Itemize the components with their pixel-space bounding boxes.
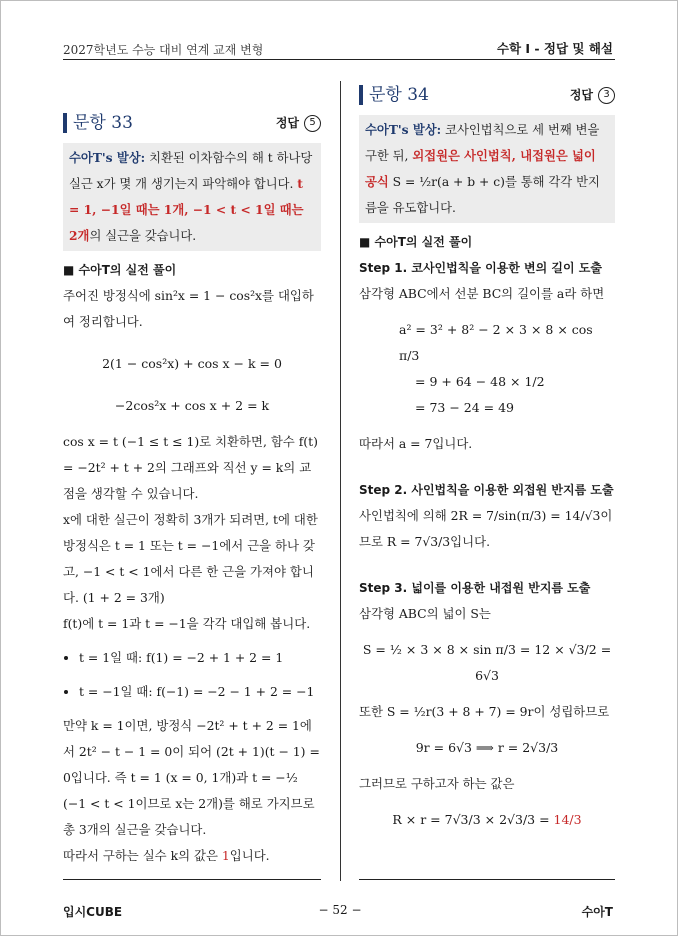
- list-item: • t = 1일 때: f(1) = −2 + 1 + 2 = 1: [79, 645, 321, 671]
- q34-answer: 정답 3: [570, 82, 615, 108]
- q34-step-2: Step 2. 사인법칙을 이용한 외접원 반지름 도출: [359, 483, 614, 497]
- q33-paragraph-5: 만약 k = 1이면, 방정식 −2t² + t + 2 = 1에서 2t² − t − 1 = 0이 되어 (2t + 1)(t − 1) = 0입니다. 즉 t = 1 (x = 0, 1개)과 t = −½ (−1 < t < 1이므로 x는 2개)를 해로 가지므로 총 3개의 실근을 갖습니다.: [63, 718, 320, 837]
- q34-equation-2: = 9 + 64 − 48 × 1/2: [415, 374, 545, 389]
- q33-equation-1: 2(1 − cos²x) + cos x − k = 0: [102, 356, 282, 371]
- q34-step-2-text: 사인법칙에 의해 2R = 7/sin(π/3) = 14/√3이므로 R = 7√3/3입니다.: [359, 508, 613, 549]
- q33-title-row: [63, 109, 321, 137]
- q33-paragraph-4: f(t)에 t = 1과 t = −1을 각각 대입해 봅니다.: [63, 616, 311, 631]
- footer-rule-left: [63, 879, 321, 880]
- q34-equation-1: a² = 3² + 8² − 2 × 3 × 8 × cos π/3: [399, 322, 593, 363]
- q34-hint-box: 수아T's 발상: 코사인법칙으로 세 번째 변을 구한 뒤, 외접원은 사인법칙, 내접원은 넓이 공식 S = ½r(a + b + c)를 통해 각각 반지름을 유도합니다.: [359, 115, 615, 223]
- q33-hint-box: 수아T's 발상: 치환된 이차함수의 해 t 하나당 실근 x가 몇 개 생기는지 파악해야 합니다. t = 1, −1일 때는 1개, −1 < t < 1일 때는 2개의 실근을 갖습니다.: [63, 143, 321, 251]
- header-rule: [63, 59, 615, 60]
- title-bar-icon: [63, 113, 67, 133]
- column-divider: [340, 81, 341, 881]
- q34-equation-4: S = ½ × 3 × 8 × sin π/3 = 12 × √3/2 = 6√3: [362, 642, 612, 683]
- footer-rule-right: [359, 879, 615, 880]
- q34-equation-5: 9r = 6√3 ⟹ r = 2√3/3: [415, 740, 559, 755]
- q33-conclusion: 따라서 구하는 실수 k의 값은 1입니다.: [63, 848, 270, 863]
- q33-paragraph-2: cos x = t (−1 ≤ t ≤ 1)로 치환하면, 함수 f(t) = −2t² + t + 2의 그래프와 직선 y = k의 교점을 생각할 수 있습니다.: [63, 434, 318, 501]
- q33-section-heading: ■ 수아T의 실전 풀이: [63, 263, 177, 277]
- footer-left: 입시CUBE: [63, 905, 123, 919]
- title-bar-icon: [359, 85, 363, 105]
- question-33: [63, 109, 321, 869]
- q33-paragraph-3: x에 대한 실근이 정확히 3개가 되려면, t에 대한 방정식은 t = 1 또는 t = −1에서 근을 하나 갖고, −1 < t < 1에서 다른 한 근을 가져야 합니다. (1 + 2 = 3개): [63, 512, 318, 605]
- q33-title: 문항 33: [73, 113, 133, 133]
- header-left: 2027학년도 수능 대비 연계 교재 변형: [63, 43, 264, 57]
- footer-right: 수아T: [581, 905, 613, 919]
- list-item: • t = −1일 때: f(−1) = −2 − 1 + 2 = −1: [79, 679, 321, 705]
- q33-equation-2: −2cos²x + cos x + 2 = k: [114, 398, 270, 413]
- q34-step-3: Step 3. 넓이를 이용한 내접원 반지름 도출: [359, 581, 591, 595]
- header-right: 수학 I - 정답 및 해설: [496, 41, 613, 56]
- q33-bullet-list: [63, 645, 321, 705]
- q34-step-1: Step 1. 코사인법칙을 이용한 변의 길이 도출: [359, 261, 602, 275]
- q34-equation-3: = 73 − 24 = 49: [415, 400, 515, 415]
- q34-step-3-text-3: 그러므로 구하고자 하는 값은: [359, 776, 515, 791]
- q34-title: 문항 34: [369, 85, 429, 105]
- q33-paragraph-1: 주어진 방정식에 sin²x = 1 − cos²x를 대입하여 정리합니다.: [63, 288, 314, 329]
- page-number: − 52 −: [318, 903, 362, 917]
- circled-number-icon: 3: [598, 87, 615, 104]
- q34-equation-6: R × r = 7√3/3 × 2√3/3 = 14/3: [392, 812, 582, 827]
- q34-step-1-conclusion: 따라서 a = 7입니다.: [359, 436, 473, 451]
- q34-step-3-text: 삼각형 ABC의 넓이 S는: [359, 606, 491, 621]
- q34-title-row: [359, 81, 615, 109]
- q33-answer: 정답 5: [276, 110, 321, 136]
- q34-step-3-text-2: 또한 S = ½r(3 + 8 + 7) = 9r이 성립하므로: [359, 704, 610, 719]
- q34-step-1-text: 삼각형 ABC에서 선분 BC의 길이를 a라 하면: [359, 286, 605, 301]
- circled-number-icon: 5: [304, 115, 321, 132]
- q34-section-heading: ■ 수아T의 실전 풀이: [359, 235, 473, 249]
- question-34: [359, 81, 615, 833]
